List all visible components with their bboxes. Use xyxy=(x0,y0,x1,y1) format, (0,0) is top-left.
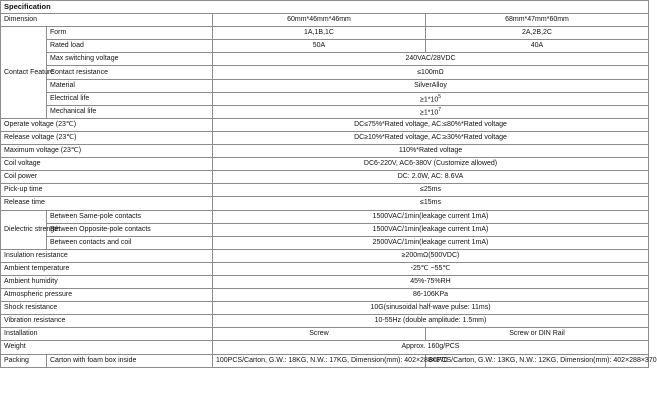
row-dielectric-opposite-pole xyxy=(1,223,649,236)
spec-title: Specification xyxy=(1,1,649,14)
ambient-temperature-value: -25℃ ~55℃ xyxy=(213,262,649,275)
row-packing xyxy=(1,354,649,367)
electrical-life-label: Electrical life xyxy=(47,92,213,105)
contacts-coil-value: 2500VAC/1min(leakage current 1mA) xyxy=(213,236,649,249)
row-electrical-life xyxy=(1,92,649,105)
release-voltage-label: Release voltage (23℃) xyxy=(1,131,213,144)
row-atmospheric-pressure xyxy=(1,289,649,302)
row-installation xyxy=(1,328,649,341)
electrical-life-base: ≥1*10 xyxy=(419,96,439,104)
row-weight xyxy=(1,341,649,354)
electrical-life-value xyxy=(213,92,649,105)
row-max-switching-voltage xyxy=(1,53,649,66)
mechanical-life-exponent: 7 xyxy=(438,107,442,114)
row-release-time xyxy=(1,197,649,210)
coil-voltage-value: DC6-220V, AC6-380V (Customize allowed) xyxy=(213,158,649,171)
vibration-resistance-label: Vibration resistance xyxy=(1,315,213,328)
same-pole-value: 1500VAC/1min(leakage current 1mA) xyxy=(213,210,649,223)
row-vibration-resistance xyxy=(1,315,649,328)
max-switching-voltage-label: Max switching voltage xyxy=(47,53,213,66)
installation-label: Installation xyxy=(1,328,213,341)
maximum-voltage-label: Maximum voltage (23℃) xyxy=(1,145,213,158)
row-dielectric-contacts-coil xyxy=(1,236,649,249)
pickup-time-label: Pick-up time xyxy=(1,184,213,197)
row-mechanical-life xyxy=(1,105,649,118)
weight-label: Weight xyxy=(1,341,213,354)
contact-resistance-label: Contact resistance xyxy=(47,66,213,79)
header-row xyxy=(1,1,649,14)
row-contact-resistance xyxy=(1,66,649,79)
row-insulation-resistance xyxy=(1,249,649,262)
maximum-voltage-value: 110%*Rated voltage xyxy=(213,145,649,158)
row-shock-resistance xyxy=(1,302,649,315)
weight-value: Approx. 160g/PCS xyxy=(213,341,649,354)
row-form xyxy=(1,27,649,40)
installation-value-a: Screw xyxy=(213,328,426,341)
row-dimension xyxy=(1,14,649,27)
row-dielectric-same-pole xyxy=(1,210,649,223)
installation-value-b: Screw or DIN Rail xyxy=(426,328,649,341)
insulation-resistance-label: Insulation resistance xyxy=(1,249,213,262)
dimension-label: Dimension xyxy=(1,14,213,27)
dielectric-strength-group-label: Dielectric strength xyxy=(1,210,47,249)
dimension-value-b: 68mm*47mm*60mm xyxy=(426,14,649,27)
row-pickup-time xyxy=(1,184,649,197)
operate-voltage-value: DC≤75%*Rated voltage, AC:≤80%*Rated voltage xyxy=(213,118,649,131)
contact-resistance-value: ≤100mΩ xyxy=(213,66,649,79)
row-coil-power xyxy=(1,171,649,184)
row-operate-voltage xyxy=(1,118,649,131)
same-pole-label: Between Same-pole contacts xyxy=(47,210,213,223)
row-ambient-temperature xyxy=(1,262,649,275)
packing-value-a: 100PCS/Carton, G.W.: 18KG, N.W.: 17KG, Dimension(mm): 402×288×370 xyxy=(213,354,426,367)
coil-voltage-label: Coil voltage xyxy=(1,158,213,171)
row-rated-load xyxy=(1,40,649,53)
ambient-temperature-label: Ambient temperature xyxy=(1,262,213,275)
rated-load-label: Rated load xyxy=(47,40,213,53)
mechanical-life-base: ≥1*10 xyxy=(419,109,439,117)
row-material xyxy=(1,79,649,92)
form-value-a: 1A,1B,1C xyxy=(213,27,426,40)
pickup-time-value: ≤25ms xyxy=(213,184,649,197)
mechanical-life-label: Mechanical life xyxy=(47,105,213,118)
operate-voltage-label: Operate voltage (23℃) xyxy=(1,118,213,131)
material-label: Material xyxy=(47,79,213,92)
atmospheric-pressure-label: Atmospheric pressure xyxy=(1,289,213,302)
form-value-b: 2A,2B,2C xyxy=(426,27,649,40)
coil-power-label: Coil power xyxy=(1,171,213,184)
mechanical-life-value xyxy=(213,105,649,118)
row-release-voltage xyxy=(1,131,649,144)
row-coil-voltage xyxy=(1,158,649,171)
ambient-humidity-value: 45%-75%RH xyxy=(213,275,649,288)
vibration-resistance-value: 10-55Hz (double amplitude: 1.5mm) xyxy=(213,315,649,328)
max-switching-voltage-value: 240VAC/28VDC xyxy=(213,53,649,66)
rated-load-value-b: 40A xyxy=(426,40,649,53)
opposite-pole-label: Between Opposite-pole contacts xyxy=(47,223,213,236)
electrical-life-exponent: 5 xyxy=(438,94,442,101)
rated-load-value-a: 50A xyxy=(213,40,426,53)
opposite-pole-value: 1500VAC/1min(leakage current 1mA) xyxy=(213,223,649,236)
dimension-value-a: 60mm*46mm*46mm xyxy=(213,14,426,27)
shock-resistance-label: Shock resistance xyxy=(1,302,213,315)
insulation-resistance-value: ≥200mΩ(500VDC) xyxy=(213,249,649,262)
row-ambient-humidity xyxy=(1,275,649,288)
shock-resistance-value: 10G(sinusoidal half-wave pulse: 11ms) xyxy=(213,302,649,315)
release-time-label: Release time xyxy=(1,197,213,210)
coil-power-value: DC: 2.0W, AC: 8.6VA xyxy=(213,171,649,184)
material-value: SilverAlloy xyxy=(213,79,649,92)
release-time-value: ≤15ms xyxy=(213,197,649,210)
contacts-coil-label: Between contacts and coil xyxy=(47,236,213,249)
contact-feature-group-label: Contact Feature xyxy=(1,27,47,119)
ambient-humidity-label: Ambient humidity xyxy=(1,275,213,288)
packing-label: Packing xyxy=(1,354,47,367)
row-maximum-voltage xyxy=(1,145,649,158)
form-label: Form xyxy=(47,27,213,40)
packing-sub-label: Carton with foam box inside xyxy=(47,354,213,367)
release-voltage-value: DC≥10%*Rated voltage, AC:≥30%*Rated voltage xyxy=(213,131,649,144)
packing-value-b: 80PCS/Carton, G.W.: 13KG, N.W.: 12KG, Dimension(mm): 402×288×370 xyxy=(426,354,649,367)
atmospheric-pressure-value: 86-106KPa xyxy=(213,289,649,302)
